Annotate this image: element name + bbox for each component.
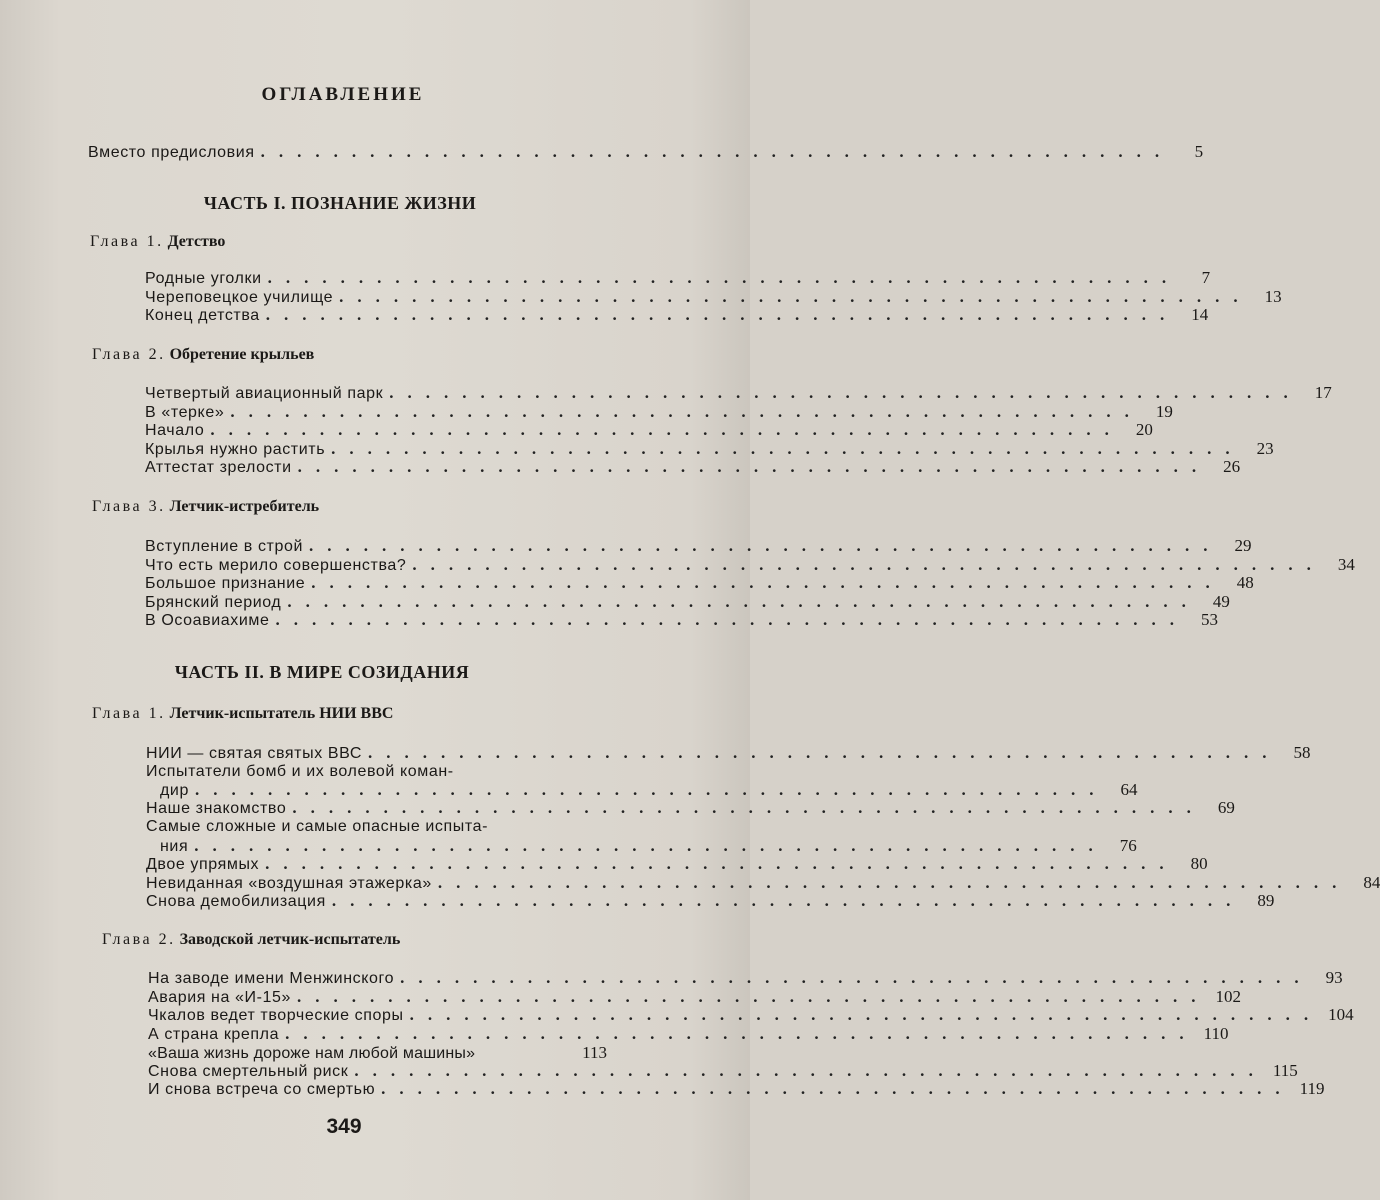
entry-title: В Осоавиахиме: [145, 612, 270, 629]
chapter-heading: [92, 705, 393, 723]
leader-dots: ..................................................: [389, 383, 1302, 402]
entry-title: Четвертый авиационный парк: [145, 385, 384, 402]
leader-dots: ..................................................: [292, 798, 1205, 817]
entry-page: 64: [1120, 780, 1138, 799]
leader-dots: ..................................................: [368, 743, 1281, 762]
entry-page: 13: [1264, 287, 1282, 306]
toc-entry: [160, 780, 1138, 800]
entry-page: 89: [1257, 891, 1275, 910]
entry-page: 7: [1201, 268, 1211, 287]
leader-dots: ..................................................: [287, 592, 1200, 611]
leader-dots: ..................................................: [311, 573, 1224, 592]
leader-dots: ..................................................: [297, 987, 1210, 1006]
leader-dots: ..................................................: [194, 836, 1107, 855]
leader-dots: ..................................................: [260, 142, 1174, 161]
chapter-number: Глава 1.: [90, 233, 164, 250]
chapter-heading: [90, 233, 225, 251]
entry-page: 93: [1325, 968, 1343, 987]
entry-title: Аттестат зрелости: [145, 459, 292, 476]
entry-title: Большое признание: [145, 575, 306, 592]
entry-page: 58: [1293, 743, 1311, 762]
entry-page: 5: [1194, 142, 1204, 161]
chapter-name: Летчик-истребитель: [169, 498, 320, 515]
entry-title: А страна крепла: [148, 1026, 280, 1043]
leader-dots: ..................................................: [381, 1079, 1294, 1098]
toc-entry: [145, 536, 1252, 556]
entry-title: На заводе имени Менжинского: [148, 970, 395, 987]
toc-entry: [148, 1079, 1325, 1099]
entry-title-continued: ния: [160, 838, 189, 855]
toc-entry: [145, 457, 1241, 477]
entry-title-line: Самые сложные и самые опасные испыта-: [146, 818, 489, 835]
leader-dots: ..................................................: [409, 1005, 1323, 1024]
entry-title: Чкалов ведет творческие споры: [148, 1007, 404, 1024]
entry-page: 84: [1363, 873, 1380, 892]
entry-page: 48: [1236, 573, 1254, 592]
entry-page: 110: [1203, 1024, 1229, 1043]
entry-title: Конец детства: [145, 307, 260, 324]
toc-entry: [148, 1043, 607, 1063]
part-1-title: ЧАСТЬ I. ПОЗНАНИЕ ЖИЗНИ: [203, 193, 477, 213]
toc-entry: [145, 305, 1209, 325]
leader-dots: ..................................................: [275, 610, 1189, 629]
toc-entry: [148, 1005, 1354, 1025]
toc-entry: [145, 383, 1332, 403]
chapter-heading: [92, 498, 319, 516]
toc-entry: [148, 987, 1242, 1007]
entry-page: 14: [1191, 305, 1209, 324]
entry-title: Что есть мерило совершенства?: [145, 557, 407, 574]
toc-entry-preface: [88, 142, 1204, 162]
chapter-heading: [102, 931, 400, 949]
toc-entry: [145, 420, 1153, 440]
chapter-name: Обретение крыльев: [169, 346, 315, 363]
leader-dots: ..................................................: [339, 287, 1252, 306]
toc-entry: [145, 287, 1282, 307]
toc-entry: [148, 968, 1343, 988]
leader-dots: ..................................................: [400, 968, 1313, 987]
toc-entry: [145, 555, 1355, 575]
leader-dots: ..................................................: [331, 439, 1244, 458]
entry-page: 53: [1201, 610, 1219, 629]
entry-page: 115: [1272, 1061, 1298, 1080]
entry-page: 69: [1217, 798, 1235, 817]
entry-page: 119: [1299, 1079, 1325, 1098]
entry-title-line: Испытатели бомб и их волевой коман-: [146, 763, 454, 780]
entry-title: Начало: [145, 422, 205, 439]
leader-dots: ..................................................: [412, 555, 1325, 574]
toc-entry: [146, 873, 1380, 893]
leader-dots: ..................................................: [354, 1061, 1267, 1080]
leader-dots: ..................................................: [265, 305, 1179, 324]
toc-entry: [145, 592, 1230, 612]
chapter-number: Глава 1.: [92, 705, 166, 722]
toc-entry: [148, 1061, 1298, 1081]
entry-page: 76: [1119, 836, 1137, 855]
entry-title: И снова встреча со смертью: [148, 1081, 376, 1098]
entry-page: 19: [1155, 402, 1173, 421]
leader-dots: ..................................................: [309, 536, 1222, 555]
chapter-number: Глава 2.: [102, 931, 176, 948]
entry-page: 34: [1337, 555, 1355, 574]
entry-title: Двое упрямых: [146, 856, 260, 873]
toc-entry: [146, 891, 1275, 911]
entry-page: 26: [1223, 457, 1241, 476]
chapter-heading: [92, 346, 314, 364]
toc-entry: [145, 268, 1211, 288]
entry-page: 104: [1328, 1005, 1354, 1024]
leader-dots: ..................................................: [267, 268, 1181, 287]
leader-dots: ..................................................: [194, 780, 1108, 799]
entry-title: Авария на «И-15»: [148, 989, 292, 1006]
toc-entry: [148, 1024, 1229, 1044]
entry-page: 23: [1256, 439, 1274, 458]
entry-title: Череповецкое училище: [145, 289, 334, 306]
entry-title: НИИ — святая святых ВВС: [146, 745, 363, 762]
entry-page: 17: [1314, 383, 1332, 402]
chapter-name: Летчик-испытатель НИИ ВВС: [169, 705, 394, 722]
entry-title: Снова демобилизация: [146, 893, 326, 910]
entry-title: В «терке»: [145, 404, 225, 421]
toc-entry: [145, 610, 1219, 630]
entry-page: 102: [1215, 987, 1242, 1006]
entry-page: 20: [1135, 420, 1153, 439]
toc-entry: [145, 439, 1274, 459]
chapter-number: Глава 3.: [92, 498, 166, 515]
entry-title-continued: дир: [160, 782, 189, 799]
entry-title: Невиданная «воздушная этажерка»: [146, 875, 432, 892]
entry-title: Вместо предисловия: [88, 144, 255, 161]
entry-page: 113: [582, 1043, 607, 1062]
entry-title: Брянский период: [145, 594, 282, 611]
entry-title: Родные уголки: [145, 270, 262, 287]
leader-dots: ..................................................: [210, 420, 1123, 439]
toc-entry: [146, 854, 1208, 874]
toc-entry: [146, 798, 1235, 818]
entry-page: 49: [1212, 592, 1230, 611]
entry-page: 80: [1190, 854, 1208, 873]
entry-page: 29: [1234, 536, 1252, 555]
toc-entry: [160, 836, 1137, 856]
leader-dots: ..................................................: [265, 854, 1178, 873]
entry-title: Крылья нужно растить: [145, 441, 326, 458]
toc-entry: [145, 402, 1173, 422]
leader-dots: ..................................................: [285, 1024, 1198, 1043]
chapter-name: Заводской летчик-испытатель: [179, 931, 401, 948]
entry-title: «Ваша жизнь дороже нам любой машины»: [148, 1045, 476, 1062]
leader-dots: ..................................................: [437, 873, 1351, 892]
toc-title: ОГЛАВЛЕНИЕ: [261, 84, 425, 105]
entry-title: Вступление в строй: [145, 538, 304, 555]
leader-dots: ..................................................: [331, 891, 1245, 910]
chapter-name: Детство: [167, 233, 226, 250]
toc-entry: [145, 573, 1254, 593]
entry-title: Наше знакомство: [146, 800, 287, 817]
entry-title: Снова смертельный риск: [148, 1063, 349, 1080]
page-number: 349: [326, 1115, 362, 1138]
part-2-title: ЧАСТЬ II. В МИРЕ СОЗИДАНИЯ: [174, 662, 470, 682]
leader-dots: ..................................................: [230, 402, 1143, 421]
toc-entry: [146, 743, 1311, 763]
leader-dots: ..................................................: [297, 457, 1211, 476]
chapter-number: Глава 2.: [92, 346, 166, 363]
